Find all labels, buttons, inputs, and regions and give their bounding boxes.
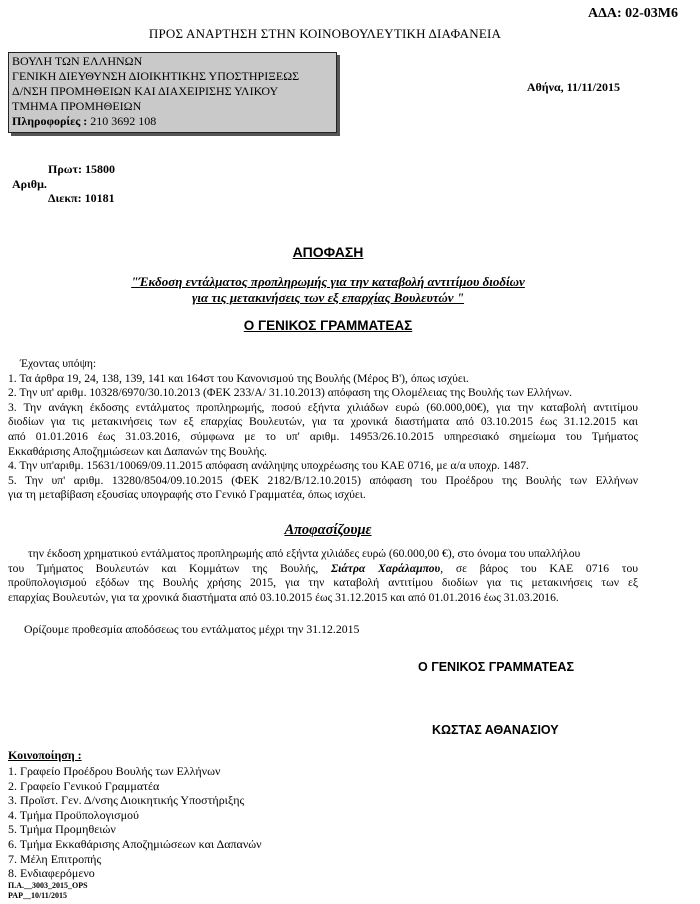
consideration-5-b: για τη μεταβίβαση εξουσίας υπογραφής στο Γενικό Γραμματέα, όπως ισχύει. (8, 488, 366, 502)
consideration-3-c: από 01.01.2016 έως 31.03.2016, σύμφωνα με το υπ' αριθμ. 14953/26.10.2015 υπηρεσιακό σημείωμα του Τμήματος (8, 429, 638, 443)
banner-title: ΠΡΟΣ ΑΝΑΡΤΗΣΗ ΣΤΗΝ ΚΟΙΝΟΒΟΥΛΕΥΤΙΚΗ ΔΙΑΦΑΝΕΙΑ (148, 26, 502, 41)
consideration-3-d: Εκκαθάρισης Αποζημιώσεων και Δαπανών της Βουλής. (8, 444, 267, 458)
signatory-name: ΚΩΣΤΑΣ ΑΘΑΝΑΣΙΟΥ (432, 723, 559, 737)
notify-item: 5. Τμήμα Προμηθειών (8, 822, 116, 837)
organization-box (8, 52, 337, 133)
footer-ref-2: PAP__10/11/2015 (8, 891, 67, 900)
ada-code: ΑΔΑ: 02-03Μ6 (587, 6, 678, 21)
consideration-3-b: διοδίων για τις μετακινήσεις των εξ επαρχίας Βουλευτών, για τα χρονικά διαστήματα από 03.10.2015 έως 31.12.2015 και (8, 415, 638, 429)
deadline-text: Ορίζουμε προθεσμία αποδόσεως του εντάλματος μέχρι την 31.12.2015 (24, 622, 360, 636)
notify-item: 4. Τμήμα Προϋπολογισμού (8, 807, 139, 822)
consideration-4: 4. Την υπ'αριθμ. 15631/10069/09.11.2015 απόφαση ανάληψης υποχρέωσης του ΚΑΕ 0716, με α/α υποχρ. 1487. (8, 459, 529, 473)
notify-item: 6. Τμήμα Εκκαθάρισης Αποζημιώσεων και Δαπανών (8, 836, 262, 851)
protocol-number: Πρωτ: 15800 (48, 162, 116, 176)
notify-list (8, 764, 262, 881)
org-info (12, 114, 156, 129)
consideration-5-a: 5. Την υπ' αριθμ. 13280/8504/09.10.2015 (ΦΕΚ 2182/Β/12.10.2015) απόφαση του Προέδρου της Βουλής των Ελλήνων (8, 473, 638, 487)
notify-item: 7. Μέλη Επιτροπής (8, 851, 102, 866)
consideration-2: 2. Την υπ' αριθμ. 10328/6970/30.10.2013 (ΦΕΚ 233/Α/ 31.10.2013) απόφαση της Ολομέλειας της Βουλής των Ελλήνων. (8, 386, 573, 400)
subject-line-1: "Έκδοση εντάλματος προπληρωμής για την καταβολή αντιτίμου διοδίων (131, 274, 525, 289)
consideration-3-a: 3. Την ανάγκη έκδοσης εντάλματος προπληρωμής, ποσού εξήντα χιλιάδων ευρώ (60.000,00€), για την καταβολή αντιτίμου (8, 400, 638, 414)
decision-block (8, 547, 638, 605)
subject-line-2: για τις μετακινήσεις των εξ επαρχίας Βουλευτών " (191, 290, 465, 305)
info-label: Πληροφορίες : (12, 114, 88, 128)
considering-label: Έχοντας υπόψη: (20, 357, 97, 370)
notify-item: 8. Ενδιαφερόμενο (8, 866, 95, 881)
authority-heading: Ο ΓΕΝΙΚΟΣ ΓΡΑΜΜΑΤΕΑΣ (243, 318, 413, 333)
decide-heading: Αποφασίζουμε (284, 522, 372, 538)
decision-line-3: προϋπολογισμού εξόδων της Βουλής χρήσης 2015, για την καταβολή αντιτίμου διοδίων για τις μετακινήσεις των εξ (8, 576, 638, 590)
document-title: ΑΠΟΦΑΣΗ (292, 244, 364, 260)
decision-line-1: την έκδοση χρηματικού εντάλματος προπληρωμής από εξήντα χιλιάδες ευρώ (60.000,00 €), στο όνομα του υπαλλήλου (28, 547, 581, 560)
protocol-diekp: Διεκπ: 10181 (48, 191, 115, 205)
document-date: Αθήνα, 11/11/2015 (526, 80, 620, 94)
notify-item: 3. Προϊστ. Γεν. Δ/νσης Διοικητικής Υποστήριξης (8, 793, 245, 808)
beneficiary-name: Σιάτρα Χαράλαμπου (330, 561, 441, 575)
decision-line-2-post: , σε βάρος του ΚΑΕ 0716 του (440, 561, 638, 575)
notify-heading: Κοινοποίηση : (8, 748, 82, 762)
decision-line-4: επαρχίας Βουλευτών, για τα χρονικά διαστήματα από 03.10.2015 έως 31.12.2015 και από 01.01.2016 έως 31.03.2016. (8, 590, 559, 604)
org-line-3: Δ/ΝΣΗ ΠΡΟΜΗΘΕΙΩΝ ΚΑΙ ΔΙΑΧΕΙΡΙΣΗΣ ΥΛΙΚΟΥ (12, 84, 279, 98)
notify-item: 1. Γραφείο Προέδρου Βουλής των Ελλήνων (8, 764, 221, 778)
signatory-title: Ο ΓΕΝΙΚΟΣ ΓΡΑΜΜΑΤΕΑΣ (418, 660, 574, 674)
decision-line-2 (8, 562, 638, 577)
notify-item: 2. Γραφείο Γενικού Γραμματέα (8, 778, 160, 793)
footer-ref-1: Π.Α.__3003_2015_OPS (8, 881, 88, 890)
consideration-1: 1. Τα άρθρα 19, 24, 138, 139, 141 και 164στ του Κανονισμού της Βουλής (Μέρος Β'), όπως ισχύει. (8, 371, 469, 385)
protocol-arith: Αριθμ. (12, 177, 47, 191)
org-line-2: ΓΕΝΙΚΗ ΔΙΕΥΘΥΝΣΗ ΔΙΟΙΚΗΤΙΚΗΣ ΥΠΟΣΤΗΡΙΞΕΩΣ (12, 69, 300, 83)
decision-line-2-pre: του Τμήματος Βουλευτών και Κομμάτων της Βουλής, (8, 561, 331, 575)
info-phone: 210 3692 108 (87, 114, 157, 128)
org-line-4: ΤΜΗΜΑ ΠΡΟΜΗΘΕΙΩΝ (12, 99, 142, 113)
considerations-block (8, 357, 638, 503)
org-line-1: ΒΟΥΛΗ ΤΩΝ ΕΛΛΗΝΩΝ (12, 54, 143, 68)
